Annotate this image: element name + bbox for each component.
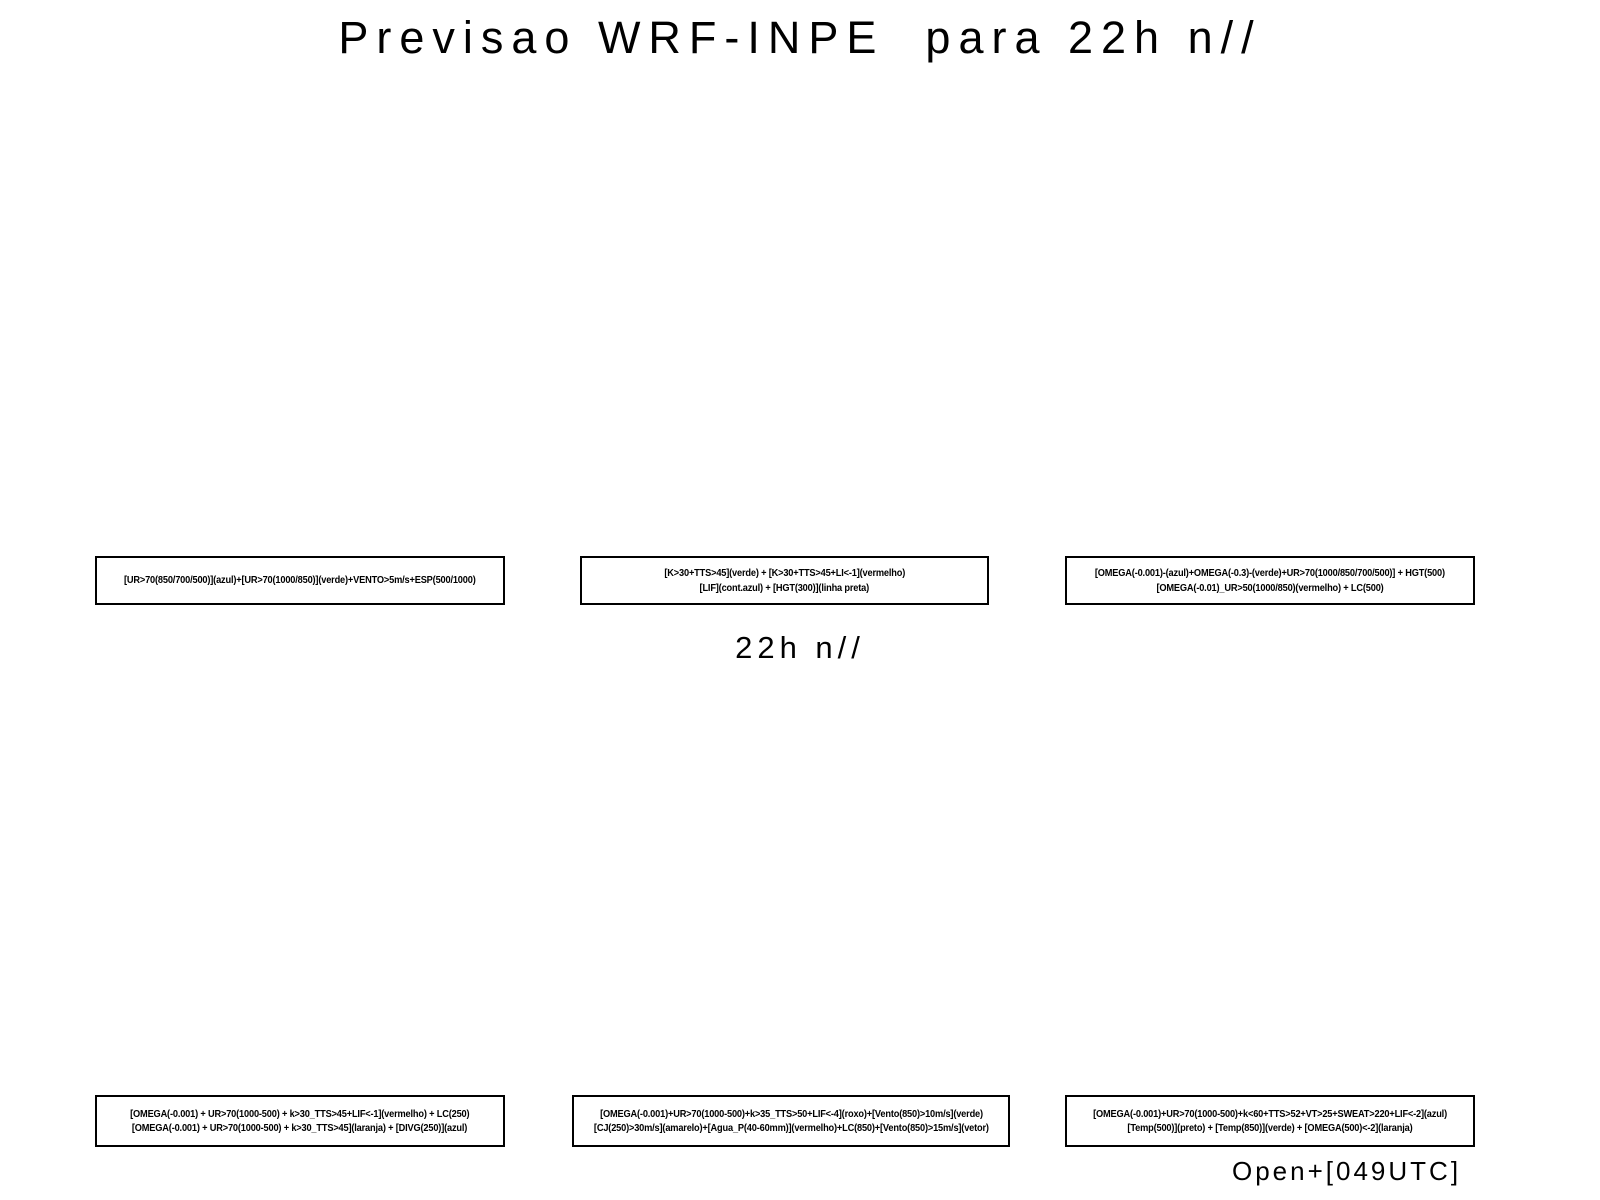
legend-box-top-left — [95, 556, 505, 605]
legend-line: [K>30+TTS>45](verde) + [K>30+TTS>45+LI<-1](vermelho) — [664, 567, 905, 579]
legend-line: [OMEGA(-0.001)-(azul)+OMEGA(-0.3)-(verde)+UR>70(1000/850/700/500)] + HGT(500) — [1094, 567, 1446, 579]
center-time-label: 22h n// — [735, 630, 865, 665]
legend-line: [OMEGA(-0.01)_UR>50(1000/850)(vermelho) + LC(500) — [1156, 581, 1384, 594]
legend-box-bottom-middle — [572, 1095, 1010, 1147]
legend-line: [OMEGA(-0.001) + UR>70(1000-500) + k>30_TTS>45+LIF<-1](vermelho) + LC(250) — [130, 1107, 470, 1120]
legend-line: [CJ(250)>30m/s](amarelo)+[Agua_P(40-60mm)](vermelho)+LC(850)+[Vento(850)>15m/s](vetor) — [593, 1122, 989, 1134]
legend-line: [UR>70(850/700/500)](azul)+[UR>70(1000/850)](verde)+VENTO>5m/s+ESP(500/1000) — [124, 574, 476, 587]
legend-line: [LIF](cont.azul) + [HGT(300)](linha preta) — [699, 581, 870, 594]
legend-line: [Temp(500)](preto) + [Temp(850)](verde) + [OMEGA(500)<-2](laranja) — [1127, 1122, 1413, 1134]
legend-line: [OMEGA(-0.001)+UR>70(1000-500)+k<60+TTS>52+VT>25+SWEAT>220+LIF<-2](azul) — [1093, 1107, 1447, 1120]
legend-line: [OMEGA(-0.001)+UR>70(1000-500)+k>35_TTS>50+LIF<-4](roxo)+[Vento(850)>10m/s](verde) — [599, 1107, 983, 1120]
footer-runtime-label: Open+[049UTC] — [1232, 1156, 1462, 1186]
legend-box-top-middle — [580, 556, 989, 605]
legend-box-bottom-right — [1065, 1095, 1475, 1147]
legend-line: [OMEGA(-0.001) + UR>70(1000-500) + k>30_TTS>45](laranja) + [DIVG(250)](azul) — [132, 1122, 468, 1134]
legend-box-top-right — [1065, 556, 1475, 605]
legend-box-bottom-left — [95, 1095, 505, 1147]
page-title: Previsao WRF-INPE para 22h n// — [338, 12, 1262, 63]
